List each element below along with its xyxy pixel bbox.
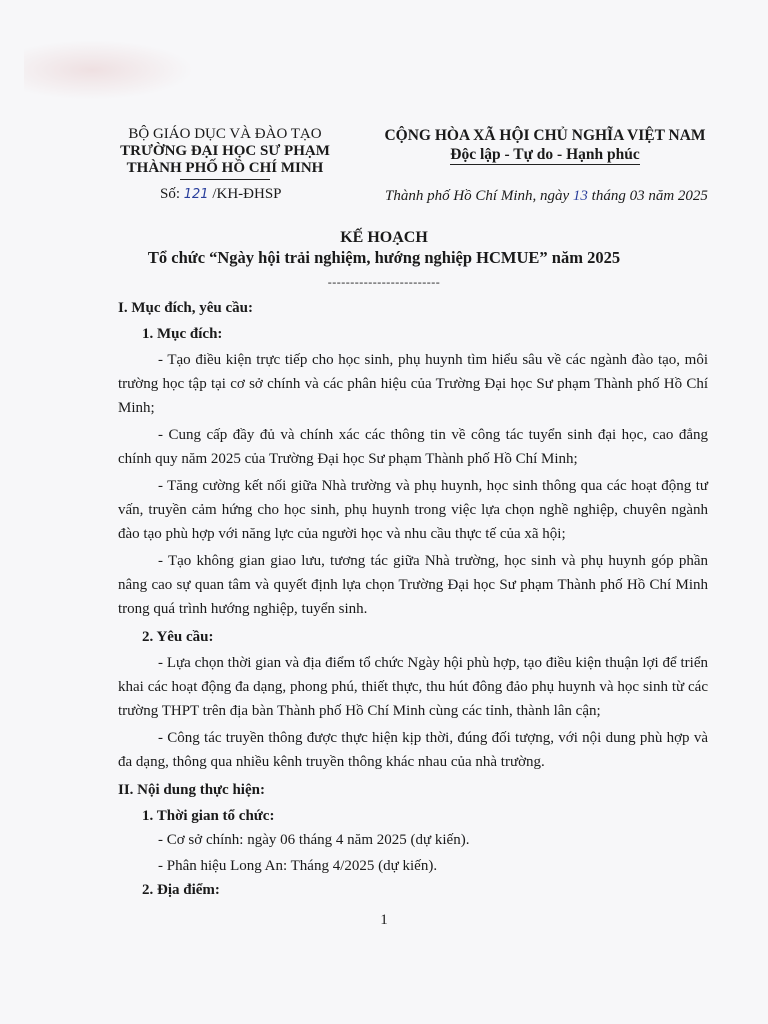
document-title-block	[0, 228, 768, 292]
list-item: - Cơ sở chính: ngày 06 tháng 4 năm 2025 (dự kiến).	[158, 832, 470, 848]
subsection-heading: 2. Địa điểm:	[142, 882, 220, 898]
section-heading: I. Mục đích, yêu cầu:	[118, 300, 253, 316]
section-heading: II. Nội dung thực hiện:	[118, 782, 265, 798]
document-date	[385, 188, 708, 205]
paragraph: - Tạo điều kiện trực tiếp cho học sinh, phụ huynh tìm hiểu sâu về các ngành đào tạo, môi trường học tập tại cơ sở chính và các phân hiệu của Trường Đại học Sư phạm Thành phố Hồ Chí Minh;	[118, 352, 708, 416]
document-body	[118, 296, 708, 902]
date-day: 13	[572, 188, 588, 204]
title-divider: -------------------------	[327, 275, 441, 289]
date-suffix: tháng 03 năm 2025	[587, 188, 708, 204]
issuing-agency-block	[100, 126, 350, 180]
school-name-line2: THÀNH PHỐ HỒ CHÍ MINH	[126, 160, 324, 176]
list-item: - Phân hiệu Long An: Tháng 4/2025 (dự kiến).	[158, 858, 438, 874]
doc-no-suffix: /KH-ĐHSP	[208, 186, 282, 202]
paragraph: - Công tác truyền thông được thực hiện kịp thời, đúng đối tượng, với nội dung phù hợp và đa dạng, thông qua nhiều kênh truyền thông khác nhau của nhà trường.	[118, 730, 708, 770]
date-prefix: Thành phố Hồ Chí Minh, ngày	[385, 188, 573, 204]
national-motto: Độc lập - Tự do - Hạnh phúc	[450, 146, 640, 163]
document-title: KẾ HOẠCH	[340, 229, 428, 246]
subsection-heading: 1. Thời gian tổ chức:	[142, 808, 275, 824]
republic-name: CỘNG HÒA XÃ HỘI CHỦ NGHĨA VIỆT NAM	[384, 127, 706, 144]
subsection-heading: 2. Yêu cầu:	[142, 629, 214, 645]
page-number: 1	[380, 912, 388, 928]
paragraph: - Lựa chọn thời gian và địa điểm tổ chức Ngày hội phù hợp, tạo điều kiện thuận lợi để triển khai các hoạt động đa dạng, phong phú, thiết thực, thu hút đông đảo phụ huynh và học sinh từ các trường THPT trên địa bàn Thành phố Hồ Chí Minh cùng các tỉnh, thành lân cận;	[118, 655, 708, 719]
paragraph: - Tạo không gian giao lưu, tương tác giữa Nhà trường, học sinh và phụ huynh góp phần nâng cao sự quan tâm và quyết định lựa chọn Trường Đại học Sư phạm Thành phố Hồ Chí Minh trong quá trình hướng nghiệp, tuyển sinh.	[118, 553, 708, 617]
scan-smudge	[24, 40, 194, 100]
agency-underline	[180, 179, 270, 180]
document-subtitle: Tổ chức “Ngày hội trải nghiệm, hướng nghiệp HCMUE” năm 2025	[147, 248, 621, 267]
subsection-heading: 1. Mục đích:	[142, 326, 223, 342]
paragraph: - Tăng cường kết nối giữa Nhà trường và phụ huynh, học sinh thông qua các hoạt động tư vấn, truyền cảm hứng cho học sinh, phụ huynh trong việc lựa chọn nghề nghiệp, chuyên ngành đào tạo phù hợp với năng lực của người học và nhu cầu thực tế của xã hội;	[118, 478, 708, 542]
doc-no-label: Số:	[160, 186, 184, 202]
paragraph: - Cung cấp đầy đủ và chính xác các thông tin về công tác tuyển sinh đại học, cao đẳng chính quy năm 2025 của Trường Đại học Sư phạm Thành phố Hồ Chí Minh;	[118, 427, 708, 467]
document-number	[160, 186, 282, 203]
doc-no-value: 121	[183, 187, 209, 202]
national-header-block	[360, 126, 730, 165]
ministry-name: BỘ GIÁO DỤC VÀ ĐÀO TẠO	[128, 126, 322, 142]
school-name-line1: TRƯỜNG ĐẠI HỌC SƯ PHẠM	[120, 143, 330, 159]
